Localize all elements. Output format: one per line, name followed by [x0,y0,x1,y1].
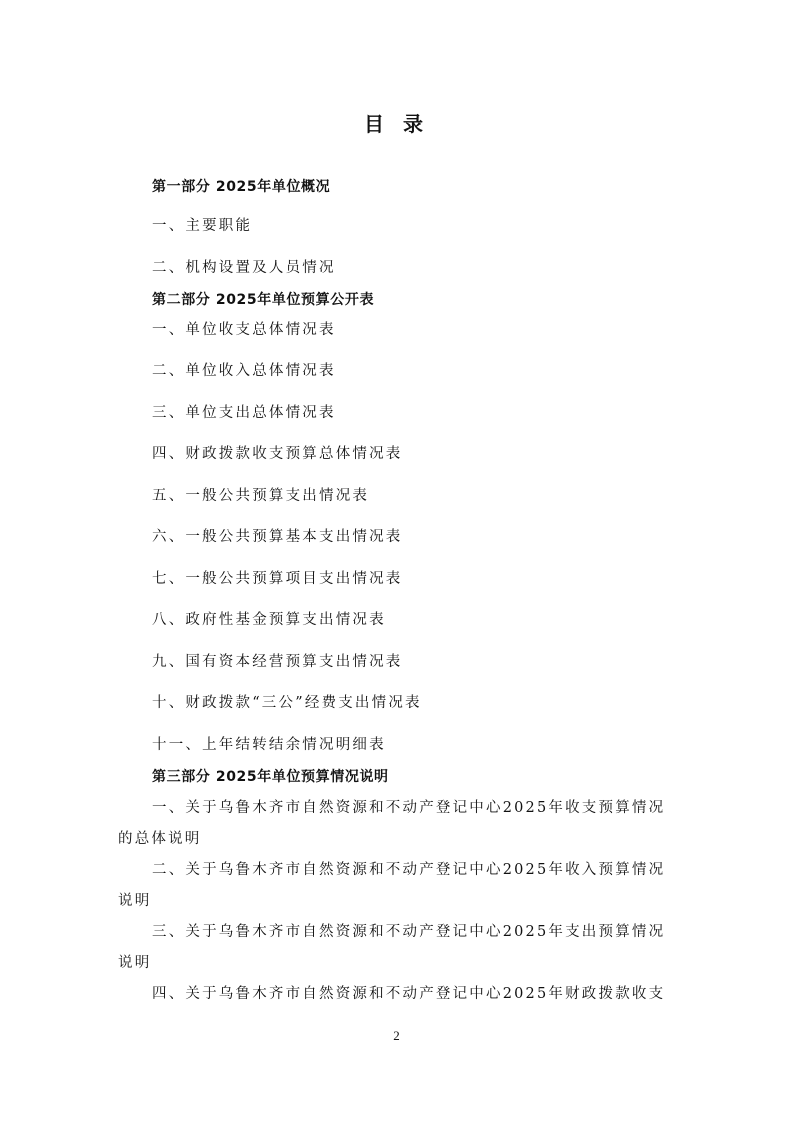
toc-item: 十一、上年结转结余情况明细表 [152,737,386,753]
toc-item: 三、关于乌鲁木齐市自然资源和不动产登记中心2025年支出预算情况 [152,924,666,940]
part2-heading: 第二部分 2025年单位预算公开表 [152,292,375,308]
toc-item: 二、关于乌鲁木齐市自然资源和不动产登记中心2025年收入预算情况 [152,862,666,878]
toc-item-continuation: 的总体说明 [118,831,202,847]
part3-heading: 第三部分 2025年单位预算情况说明 [152,769,389,785]
toc-item: 一、关于乌鲁木齐市自然资源和不动产登记中心2025年收支预算情况 [152,800,666,816]
toc-item: 七、一般公共预算项目支出情况表 [152,571,403,587]
toc-item: 四、财政拨款收支预算总体情况表 [152,446,403,462]
toc-item: 一、主要职能 [152,218,253,234]
toc-item: 六、一般公共预算基本支出情况表 [152,529,403,545]
toc-item: 九、国有资本经营预算支出情况表 [152,654,403,670]
toc-item: 四、关于乌鲁木齐市自然资源和不动产登记中心2025年财政拨款收支 [152,986,666,1002]
toc-item: 一、单位收支总体情况表 [152,322,336,338]
page-number: 2 [393,1028,400,1043]
toc-item: 十、财政拨款“三公”经费支出情况表 [152,695,422,711]
toc-item: 五、一般公共预算支出情况表 [152,488,370,504]
part1-heading: 第一部分 2025年单位概况 [152,179,331,195]
toc-item: 八、政府性基金预算支出情况表 [152,612,386,628]
toc-item: 二、机构设置及人员情况 [152,260,336,276]
toc-item-continuation: 说明 [118,955,152,971]
toc-item-continuation: 说明 [118,893,152,909]
page-title: 目 录 [364,112,429,136]
toc-item: 三、单位支出总体情况表 [152,405,336,421]
toc-item: 二、单位收入总体情况表 [152,363,336,379]
